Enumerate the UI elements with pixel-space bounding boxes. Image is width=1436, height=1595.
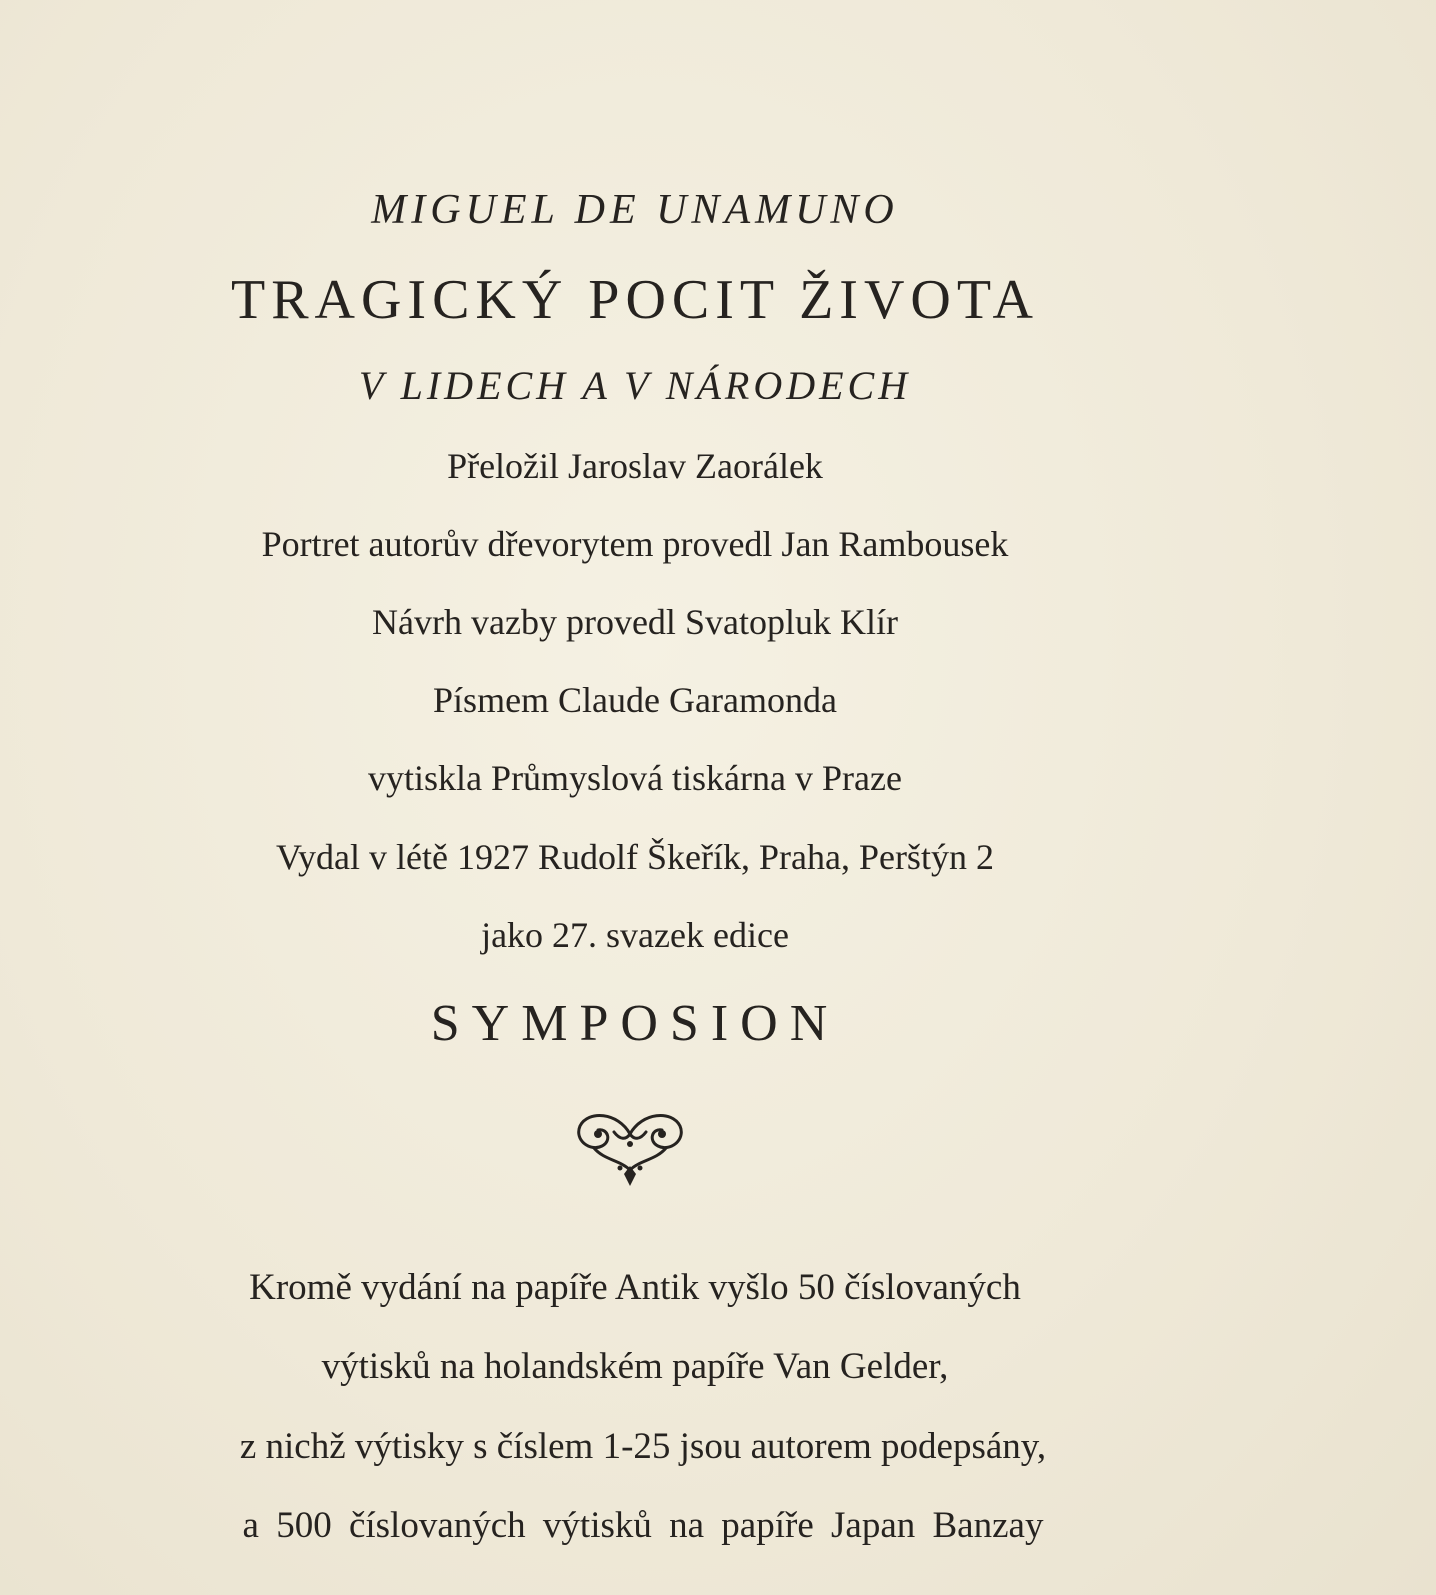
portrait-credit: Portret autorův dřevorytem provedl Jan Rambousek	[261, 524, 1009, 564]
edition-note-line: a 500 číslovaných výtisků na papíře Japan Banzay	[242, 1505, 1044, 1546]
volume-credit: jako 27. svazek edice	[481, 915, 789, 955]
author-name: MIGUEL DE UNAMUNO	[371, 187, 899, 233]
fleuron-ornament-icon	[574, 1104, 686, 1188]
edition-note-line: výtisků na holandském papíře Van Gelder,	[321, 1346, 949, 1387]
edition-note-line: z nichž výtisky s číslem 1-25 jsou autorem podepsány,	[239, 1426, 1047, 1467]
series-name: SYMPOSION	[430, 995, 840, 1052]
binding-credit: Návrh vazby provedl Svatopluk Klír	[372, 602, 898, 642]
edition-note-line: Kromě vydání na papíře Antik vyšlo 50 číslovaných	[249, 1267, 1021, 1308]
publisher-credit: Vydal v létě 1927 Rudolf Škeřík, Praha, Perštýn 2	[276, 837, 994, 877]
translator-credit: Přeložil Jaroslav Zaorálek	[447, 446, 823, 486]
printer-credit: vytiskla Průmyslová tiskárna v Praze	[368, 758, 902, 798]
book-title: TRAGICKÝ POCIT ŽIVOTA	[230, 269, 1039, 331]
book-subtitle: V LIDECH A V NÁRODECH	[358, 363, 912, 408]
typeface-credit: Písmem Claude Garamonda	[433, 680, 837, 720]
